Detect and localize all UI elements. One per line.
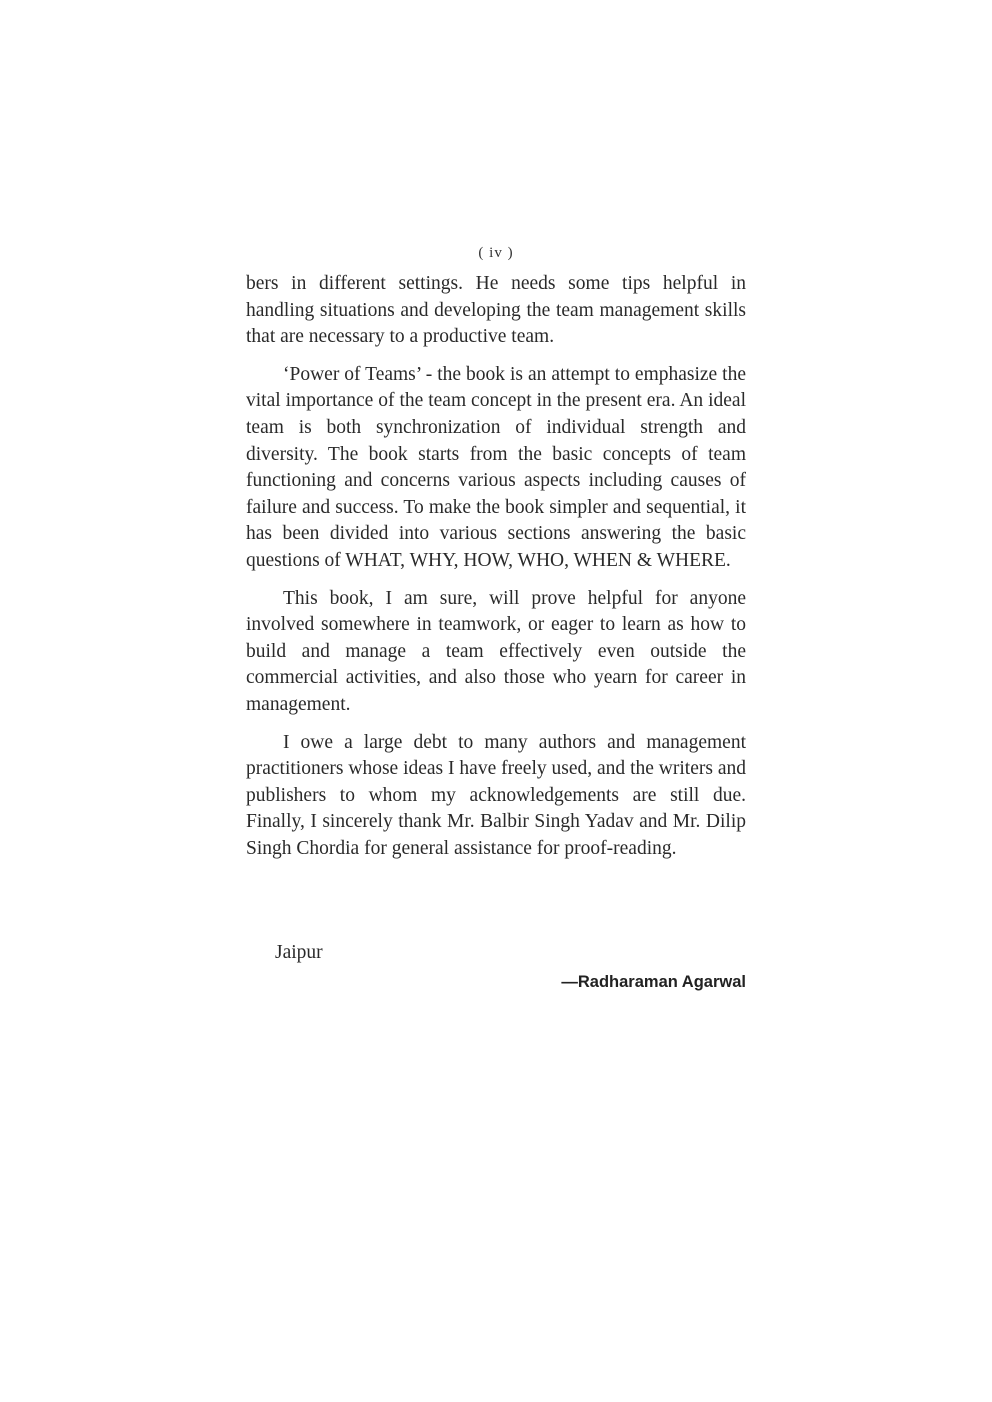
place-name: Jaipur xyxy=(275,942,323,963)
page-number: ( iv ) xyxy=(478,245,514,261)
preface-body xyxy=(246,271,746,873)
paragraph-continuation: bers in different settings. He needs some tips helpful in handling situations and developing the team management skills that are necessary to a productive team. xyxy=(246,273,746,348)
paragraph-book-purpose: ‘Power of Teams’ - the book is an attempt to emphasize the vital importance of the team concept in the present era. An ideal team is both synchronization of individual strength and diversity. The book starts from the basic concepts of team functioning and concerns various aspects including causes of failure and success. To make the book simpler and sequential, it has been divided into various sections answering the basic questions of WHAT, WHY, HOW, WHO, WHEN & WHERE. xyxy=(246,363,746,571)
author-signature: —Radharaman Agarwal xyxy=(561,973,746,991)
paragraph-acknowledgements: I owe a large debt to many authors and management practitioners whose ideas I have freely used, and the writers and publishers to whom my acknowledgements are still due. Finally, I sincerely thank Mr. Balbir Singh Yadav and Mr. Dilip Singh Chordia for general assistance for proof-reading. xyxy=(246,731,746,859)
paragraph-audience: This book, I am sure, will prove helpful for anyone involved somewhere in teamwork, or eager to learn as how to build and manage a team effectively even outside the commercial activities, and also those who yearn for career in management. xyxy=(246,587,746,715)
